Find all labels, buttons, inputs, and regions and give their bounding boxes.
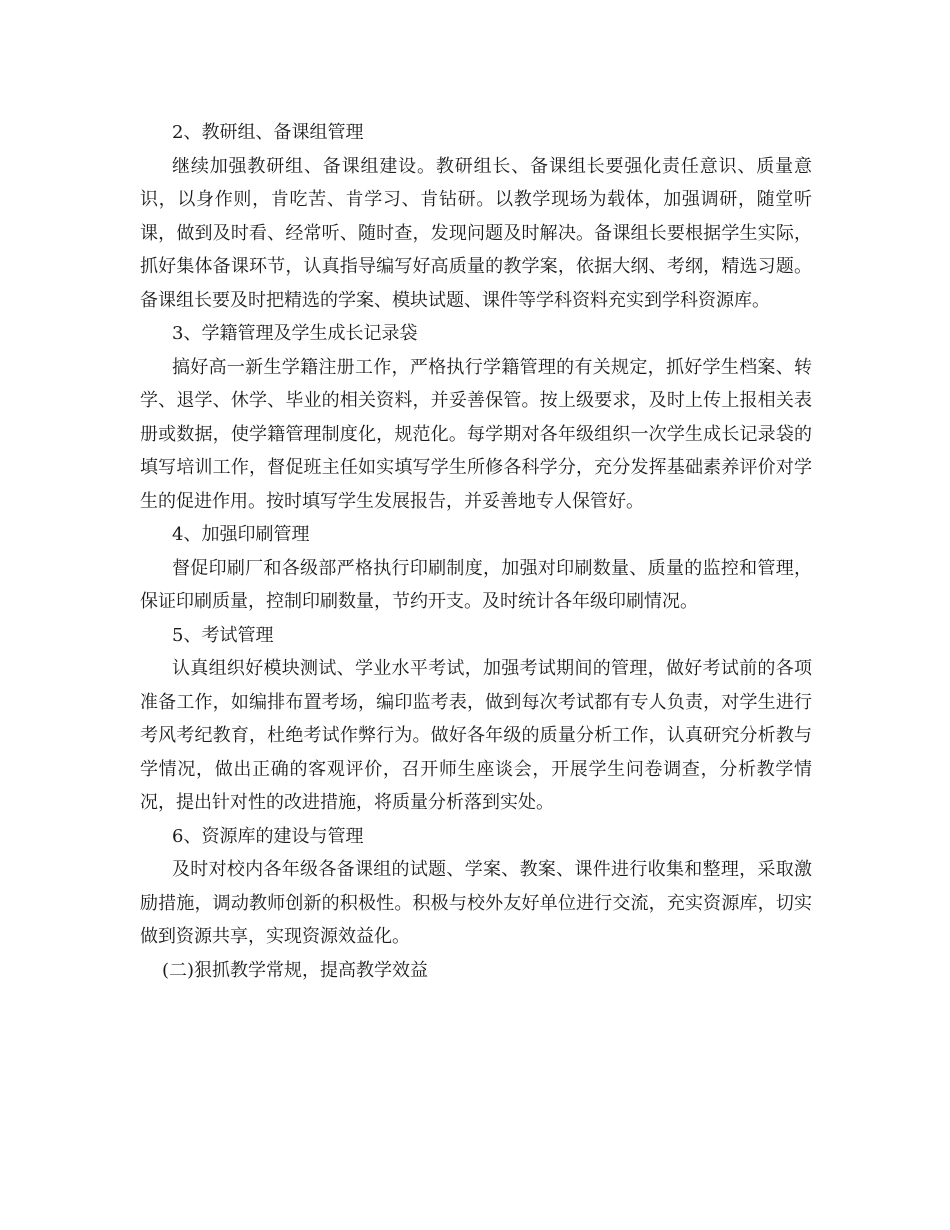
section-heading-5: 5、考试管理 xyxy=(172,624,274,646)
section-body-3: 搞好高一新生学籍注册工作，严格执行学籍管理的有关规定，抓好学生档案、转学、退学、休学、毕业的相关资料，并妥善保管。按上级要求，及时上传上报相关表册或数据，使学籍管理制度化，规范化。每学期对各年级组织一次学生成长记录袋的填写培训工作，督促班主任如实填写学生所修各科学分，充分发挥基础素养评价对学生的促进作用。按时填写学生发展报告，并妥善地专人保管好。 xyxy=(140,356,812,512)
section-heading-2: 2、教研组、备课组管理 xyxy=(172,122,364,143)
closing-heading: (二)狠抓教学常规，提高教学效益 xyxy=(162,959,429,981)
section-body-6: 及时对校内各年级各备课组的试题、学案、教案、课件进行收集和整理，采取激励措施，调动教师创新的积极性。积极与校外友好单位进行交流，充实资源库，切实做到资源共享，实现资源效益化。 xyxy=(140,859,812,947)
section-body-2: 继续加强教研组、备课组建设。教研组长、备课组长要强化责任意识、质量意识，以身作则，肯吃苦、肯学习、肯钻研。以教学现场为载体，加强调研，随堂听课，做到及时看、经常听、随时查，发现问题及时解决。备课组长要根据学生实际，抓好集体备课环节，认真指导编写好高质量的教学案，依据大纲、考纲，精选习题。备课组长要及时把精选的学案、模块试题、课件等学科资料充实到学科资源库。 xyxy=(140,155,812,311)
section-heading-3: 3、学籍管理及学生成长记录袋 xyxy=(172,323,418,344)
document-body xyxy=(140,116,812,987)
section-body-5: 认真组织好模块测试、学业水平考试，加强考试期间的管理，做好考试前的各项准备工作，如编排布置考场，编印监考表，做到每次考试都有专人负责，对学生进行考风考纪教育，杜绝考试作弊行为。做好各年级的质量分析工作，认真研究分析教与学情况，做出正确的客观评价，召开师生座谈会，开展学生问卷调查，分析教学情况，提出针对性的改进措施，将质量分析落到实处。 xyxy=(140,658,812,813)
section-body-4: 督促印刷厂和各级部严格执行印刷制度，加强对印刷数量、质量的监控和管理，保证印刷质量，控制印刷数量，节约开支。及时统计各年级印刷情况。 xyxy=(140,557,812,612)
section-heading-6: 6、资源库的建设与管理 xyxy=(172,825,364,847)
section-heading-4: 4、加强印刷管理 xyxy=(172,524,310,545)
